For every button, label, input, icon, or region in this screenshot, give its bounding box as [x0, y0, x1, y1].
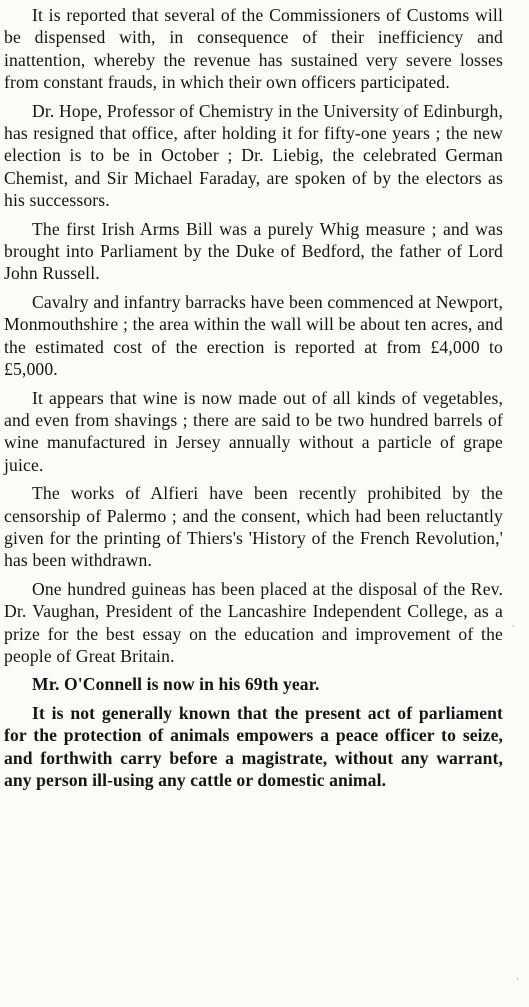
- news-item-vegetable-wine: It appears that wine is now made out of all kinds of vegetables, and even from shavings ; there are said to be two hundred barrels of wine manufactured in Jersey annually without a particle of grape juice.: [4, 387, 503, 475]
- news-item-newport-barracks: Cavalry and infantry barracks have been commenced at Newport, Monmouthshire ; the area within the wall will be about ten acres, and the estimated cost of the erection is reported at from £4,000 to £5,000.: [4, 291, 503, 380]
- news-item-irish-arms-bill: The first Irish Arms Bill was a purely Whig measure ; and was brought into Parliament by the Duke of Bedford, the father of Lord John Russell.: [4, 218, 503, 284]
- news-item-alfieri: The works of Alfieri have been recently prohibited by the censorship of Palermo ; and the consent, which had been reluctantly given for the printing of Thiers's 'History of the French Revolution,' has been withdrawn.: [4, 483, 503, 571]
- news-item-oconnell: Mr. O'Connell is now in his 69th year.: [32, 674, 320, 695]
- print-speck: ·: [512, 622, 515, 632]
- news-item-prize-essay: One hundred guineas has been placed at the disposal of the Rev. Dr. Vaughan, President of the Lancashire Independent College, as a prize for the best essay on the education and improvement of the people of Great Britain.: [4, 578, 503, 666]
- news-column: [4, 4, 503, 791]
- news-item-customs: It is reported that several of the Commissioners of Customs will be dispensed with, in consequence of their inefficiency and inattention, whereby the revenue has sustained very severe losses from constant frauds, in which their own officers participated.: [4, 5, 503, 93]
- print-speck: ·: [516, 975, 519, 985]
- news-item-dr-hope: Dr. Hope, Professor of Chemistry in the University of Edinburgh, has resigned that office, after holding it for fifty-one years ; the new election is to be in October ; Dr. Liebig, the celebrated German Chemist, and Sir Michael Faraday, are spoken of by the electors as his successors.: [4, 100, 503, 211]
- news-item-animal-protection: It is not generally known that the present act of parliament for the protection of animals empowers a peace officer to seize, and forthwith carry before a magistrate, without any warrant, any person ill-using any cattle or domestic animal.: [4, 702, 503, 790]
